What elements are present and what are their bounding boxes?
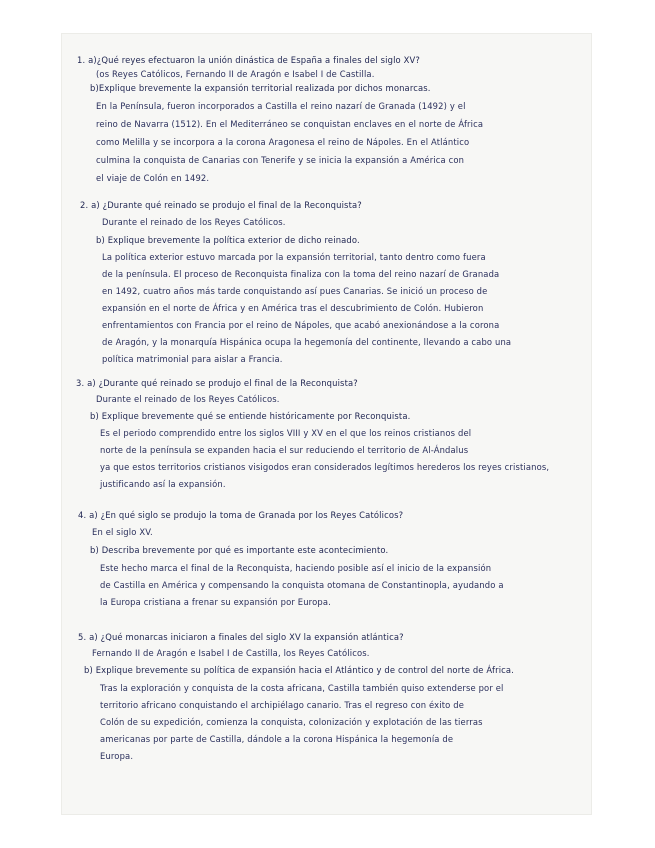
answer-5a: Fernando II de Aragón e Isabel I de Castilla, los Reyes Católicos. [92,648,370,658]
question-4a: 4. a) ¿En qué siglo se produjo la toma de Granada por los Reyes Católicos? [78,510,404,520]
question-5b: b) Explique brevemente su política de expansión hacia el Atlántico y de control del norte de África. [84,665,515,675]
question-5a: 5. a) ¿Qué monarcas iniciaron a finales del siglo XV la expansión atlántica? [78,632,404,642]
answer-4a: En el siglo XV. [92,527,153,537]
answer-2a: Durante el reinado de los Reyes Católicos. [102,217,286,227]
answer-2b-line-7: política matrimonial para aislar a Francia. [102,354,283,364]
question-1b: b)Explique brevemente la expansión territorial realizada por dichos monarcas. [90,83,431,93]
answer-2b-line-5: enfrentamientos con Francia por el reino de Nápoles, que acabó anexionándose a la corona [102,320,500,330]
answer-2b-line-3: en 1492, cuatro años más tarde conquistando así pues Canarias. Se inició un proceso de [102,286,488,296]
question-3a: 3. a) ¿Durante qué reinado se produjo el final de la Reconquista? [76,378,358,388]
answer-1b-line-2: reino de Navarra (1512). En el Mediterráneo se conquistan enclaves en el norte de África [96,119,484,129]
answer-5b-line-2: territorio africano conquistando el archipiélago canario. Tras el regreso con éxito de [100,700,465,710]
handwritten-page [62,34,591,814]
answer-2b-line-6: de Aragón, y la monarquía Hispánica ocupa la hegemonía del continente, llevando a cabo una [102,337,512,347]
answer-4b-line-1: Este hecho marca el final de la Reconquista, haciendo posible así el inicio de la expansión [100,563,492,573]
answer-4b-line-2: de Castilla en América y compensando la conquista otomana de Constantinopla, ayudando a [100,580,504,590]
question-2b: b) Explique brevemente la política exterior de dicho reinado. [96,235,360,245]
question-1a: 1. a)¿Qué reyes efectuaron la unión dinástica de España a finales del siglo XV? [77,55,420,65]
answer-5b-line-4: americanas por parte de Castilla, dándole a la corona Hispánica la hegemonía de [100,734,454,744]
answer-2b-line-1: La política exterior estuvo marcada por la expansión territorial, tanto dentro como fuera [102,252,486,262]
answer-3b-line-2: norte de la península se expanden hacia el sur reduciendo el territorio de Al-Ándalus [100,445,469,455]
answer-2b-line-4: expansión en el norte de África y en América tras el descubrimiento de Colón. Hubieron [102,303,484,313]
answer-2b-line-2: de la península. El proceso de Reconquista finaliza con la toma del reino nazarí de Granada [102,269,500,279]
answer-1b-line-1: En la Península, fueron incorporados a Castilla el reino nazarí de Granada (1492) y el [96,101,466,111]
answer-3b-line-1: Es el periodo comprendido entre los siglos VIII y XV en el que los reinos cristianos del [100,428,472,438]
answer-5b-line-1: Tras la exploración y conquista de la costa africana, Castilla también quiso extenderse por el [100,683,504,693]
answer-3b-line-4: justificando así la expansión. [100,479,226,489]
answer-1b-line-5: el viaje de Colón en 1492. [96,173,210,183]
question-4b: b) Describa brevemente por qué es importante este acontecimiento. [90,545,389,555]
answer-4b-line-3: la Europa cristiana a frenar su expansión por Europa. [100,597,331,607]
question-3b: b) Explique brevemente qué se entiende históricamente por Reconquista. [90,411,411,421]
answer-1b-line-4: culmina la conquista de Canarias con Tenerife y se inicia la expansión a América con [96,155,465,165]
answer-1b-line-3: como Melilla y se incorpora a la corona Aragonesa el reino de Nápoles. En el Atlántico [96,137,470,147]
answer-5b-line-5: Europa. [100,751,134,761]
answer-5b-line-3: Colón de su expedición, comienza la conquista, colonización y explotación de las tierras [100,717,483,727]
answer-3b-line-3: ya que estos territorios cristianos visigodos eran considerados legítimos herederos los reyes cristianos, [100,462,550,472]
answer-3a: Durante el reinado de los Reyes Católicos. [96,394,280,404]
answer-1a: (os Reyes Católicos, Fernando II de Aragón e Isabel I de Castilla. [96,69,375,79]
question-2a: 2. a) ¿Durante qué reinado se produjo el final de la Reconquista? [80,200,362,210]
